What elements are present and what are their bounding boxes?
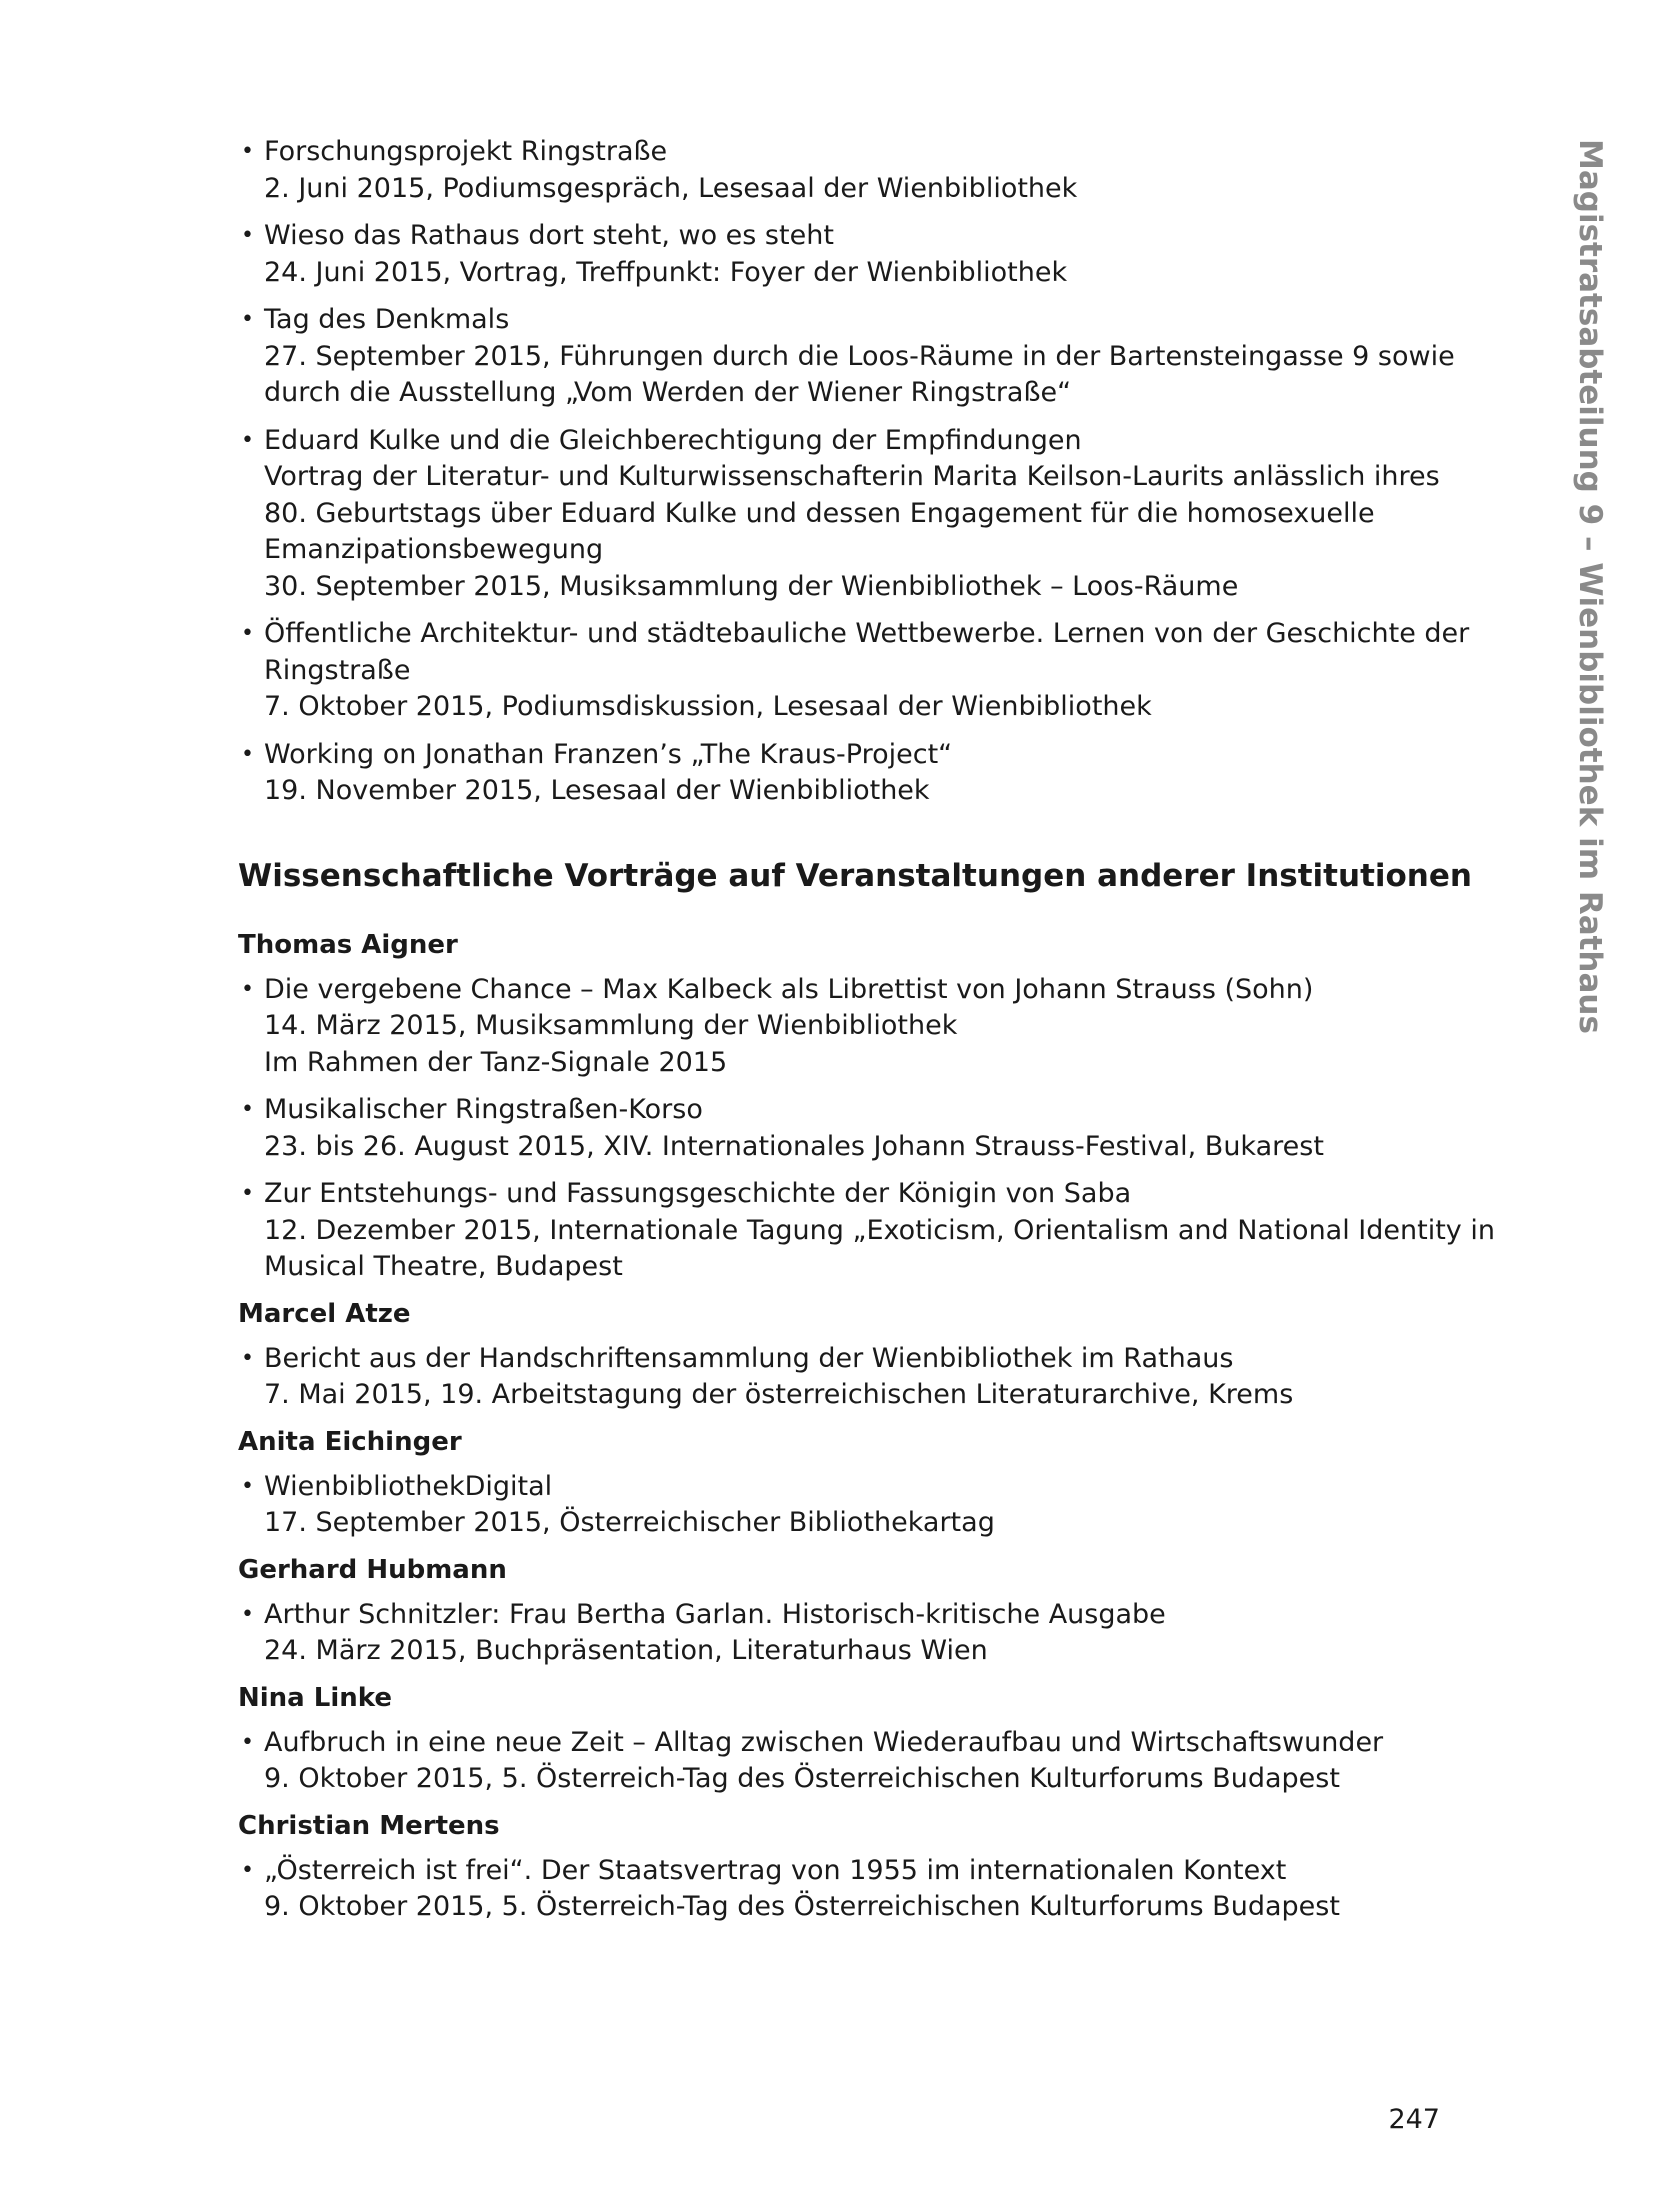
list-item: [238, 1469, 1468, 1542]
item-detail: 9. Oktober 2015, 5. Österreich-Tag des Österreichischen Kulturforums Budapest: [264, 1891, 1340, 1922]
bullet-icon: •: [241, 139, 254, 164]
list-item: [238, 972, 1468, 1082]
person-name: Gerhard Hubmann: [238, 1554, 507, 1585]
item-detail: 7. Mai 2015, 19. Arbeitstagung der österreichischen Literaturarchive, Krems: [264, 1379, 1294, 1410]
item-detail: durch die Ausstellung „Vom Werden der Wiener Ringstraße“: [264, 377, 1072, 408]
talk-list: [238, 1341, 1468, 1414]
bullet-icon: •: [241, 307, 254, 332]
page-content: [238, 134, 1495, 1937]
list-item: [238, 302, 1468, 412]
talk-list: [238, 1597, 1468, 1670]
talk-list: [238, 972, 1495, 1286]
item-detail: 17. September 2015, Österreichischer Bibliothekartag: [264, 1507, 995, 1538]
item-detail: 24. Juni 2015, Vortrag, Treffpunkt: Foyer der Wienbibliothek: [264, 256, 1068, 288]
item-detail: 12. Dezember 2015, Internationale Tagung „Exoticism, Orientalism and National Identity in: [264, 1214, 1495, 1246]
talk-list: [238, 1853, 1468, 1926]
item-detail: 14. März 2015, Musiksammlung der Wienbibliothek: [264, 1010, 958, 1041]
list-item: [238, 1092, 1468, 1165]
item-title: Die vergebene Chance – Max Kalbeck als Librettist von Johann Strauss (Sohn): [264, 973, 1314, 1005]
item-title: Aufbruch in eine neue Zeit – Alltag zwischen Wiederaufbau und Wirtschaftswunder: [264, 1726, 1384, 1758]
item-title: Wieso das Rathaus dort steht, wo es steht: [264, 220, 834, 251]
list-item: [238, 1853, 1468, 1926]
bullet-icon: •: [241, 621, 254, 646]
bullet-icon: •: [241, 1345, 254, 1371]
bullet-icon: •: [241, 741, 254, 767]
item-title: Tag des Denkmals: [264, 304, 510, 335]
item-title: Arthur Schnitzler: Frau Bertha Garlan. Historisch-kritische Ausgabe: [264, 1598, 1166, 1630]
event-list: [238, 134, 1468, 810]
list-item: [238, 1176, 1495, 1286]
item-detail: Emanzipationsbewegung: [264, 534, 604, 565]
list-item: [238, 1725, 1468, 1798]
talk-list: [238, 1469, 1468, 1542]
item-detail: Musical Theatre, Budapest: [264, 1251, 623, 1282]
person-name: Nina Linke: [238, 1682, 392, 1713]
item-detail: 19. November 2015, Lesesaal der Wienbibliothek: [264, 775, 930, 806]
item-title: Bericht aus der Handschriftensammlung der Wienbibliothek im Rathaus: [264, 1342, 1234, 1374]
section-heading: Wissenschaftliche Vorträge auf Veranstaltungen anderer Institutionen: [238, 857, 1472, 894]
bullet-icon: •: [241, 1097, 254, 1122]
bullet-icon: •: [241, 1729, 254, 1755]
item-title: Working on Jonathan Franzen’s „The Kraus-Project“: [264, 738, 953, 770]
item-title: Eduard Kulke und die Gleichberechtigung der Empfindungen: [264, 424, 1082, 456]
running-header-vertical: Magistratsabteilung 9 – Wienbibliothek im Rathaus: [1572, 139, 1608, 1034]
person-name: Anita Eichinger: [238, 1426, 462, 1457]
page-number: 247: [1388, 2104, 1440, 2135]
item-title: Musikalischer Ringstraßen-Korso: [264, 1094, 703, 1125]
item-detail: 30. September 2015, Musiksammlung der Wienbibliothek – Loos-Räume: [264, 570, 1239, 602]
item-detail: 24. März 2015, Buchpräsentation, Literaturhaus Wien: [264, 1635, 988, 1666]
list-item: [238, 134, 1468, 207]
item-title: „Österreich ist frei“. Der Staatsvertrag von 1955 im internationalen Kontext: [264, 1854, 1287, 1886]
bullet-icon: •: [241, 1601, 254, 1627]
list-item: [238, 737, 1468, 810]
item-detail: 2. Juni 2015, Podiumsgespräch, Lesesaal der Wienbibliothek: [264, 172, 1078, 204]
item-detail: 80. Geburtstags über Eduard Kulke und dessen Engagement für die homosexuelle: [264, 497, 1375, 529]
talk-list: [238, 1725, 1468, 1798]
item-title: Öffentliche Architektur- und städtebauliche Wettbewerbe. Lernen von der Geschichte der: [264, 618, 1470, 649]
list-item: [238, 616, 1468, 726]
item-detail: Ringstraße: [264, 654, 411, 686]
bullet-icon: •: [241, 1181, 254, 1206]
item-detail: 23. bis 26. August 2015, XIV. Internationales Johann Strauss-Festival, Bukarest: [264, 1130, 1324, 1162]
bullet-icon: •: [241, 1473, 254, 1499]
item-detail: 7. Oktober 2015, Podiumsdiskussion, Lesesaal der Wienbibliothek: [264, 691, 1152, 722]
person-name: Thomas Aigner: [238, 929, 458, 960]
bullet-icon: •: [241, 223, 254, 248]
item-title: WienbibliothekDigital: [264, 1470, 553, 1502]
bullet-icon: •: [241, 976, 254, 1002]
item-title: Forschungsprojekt Ringstraße: [264, 136, 668, 167]
list-item: [238, 218, 1468, 291]
person-name: Christian Mertens: [238, 1810, 500, 1841]
item-detail: Im Rahmen der Tanz-Signale 2015: [264, 1046, 728, 1078]
list-item: [238, 1341, 1468, 1414]
item-title: Zur Entstehungs- und Fassungsgeschichte der Königin von Saba: [264, 1178, 1132, 1209]
item-detail: 27. September 2015, Führungen durch die Loos-Räume in der Bartensteingasse 9 sowie: [264, 340, 1455, 372]
item-detail: Vortrag der Literatur- und Kulturwissenschafterin Marita Keilson-Laurits anlässlich ihres: [264, 461, 1440, 492]
bullet-icon: •: [241, 427, 254, 453]
list-item: [238, 423, 1468, 606]
bullet-icon: •: [241, 1857, 254, 1883]
person-name: Marcel Atze: [238, 1298, 411, 1329]
item-detail: 9. Oktober 2015, 5. Österreich-Tag des Österreichischen Kulturforums Budapest: [264, 1763, 1340, 1794]
list-item: [238, 1597, 1468, 1670]
